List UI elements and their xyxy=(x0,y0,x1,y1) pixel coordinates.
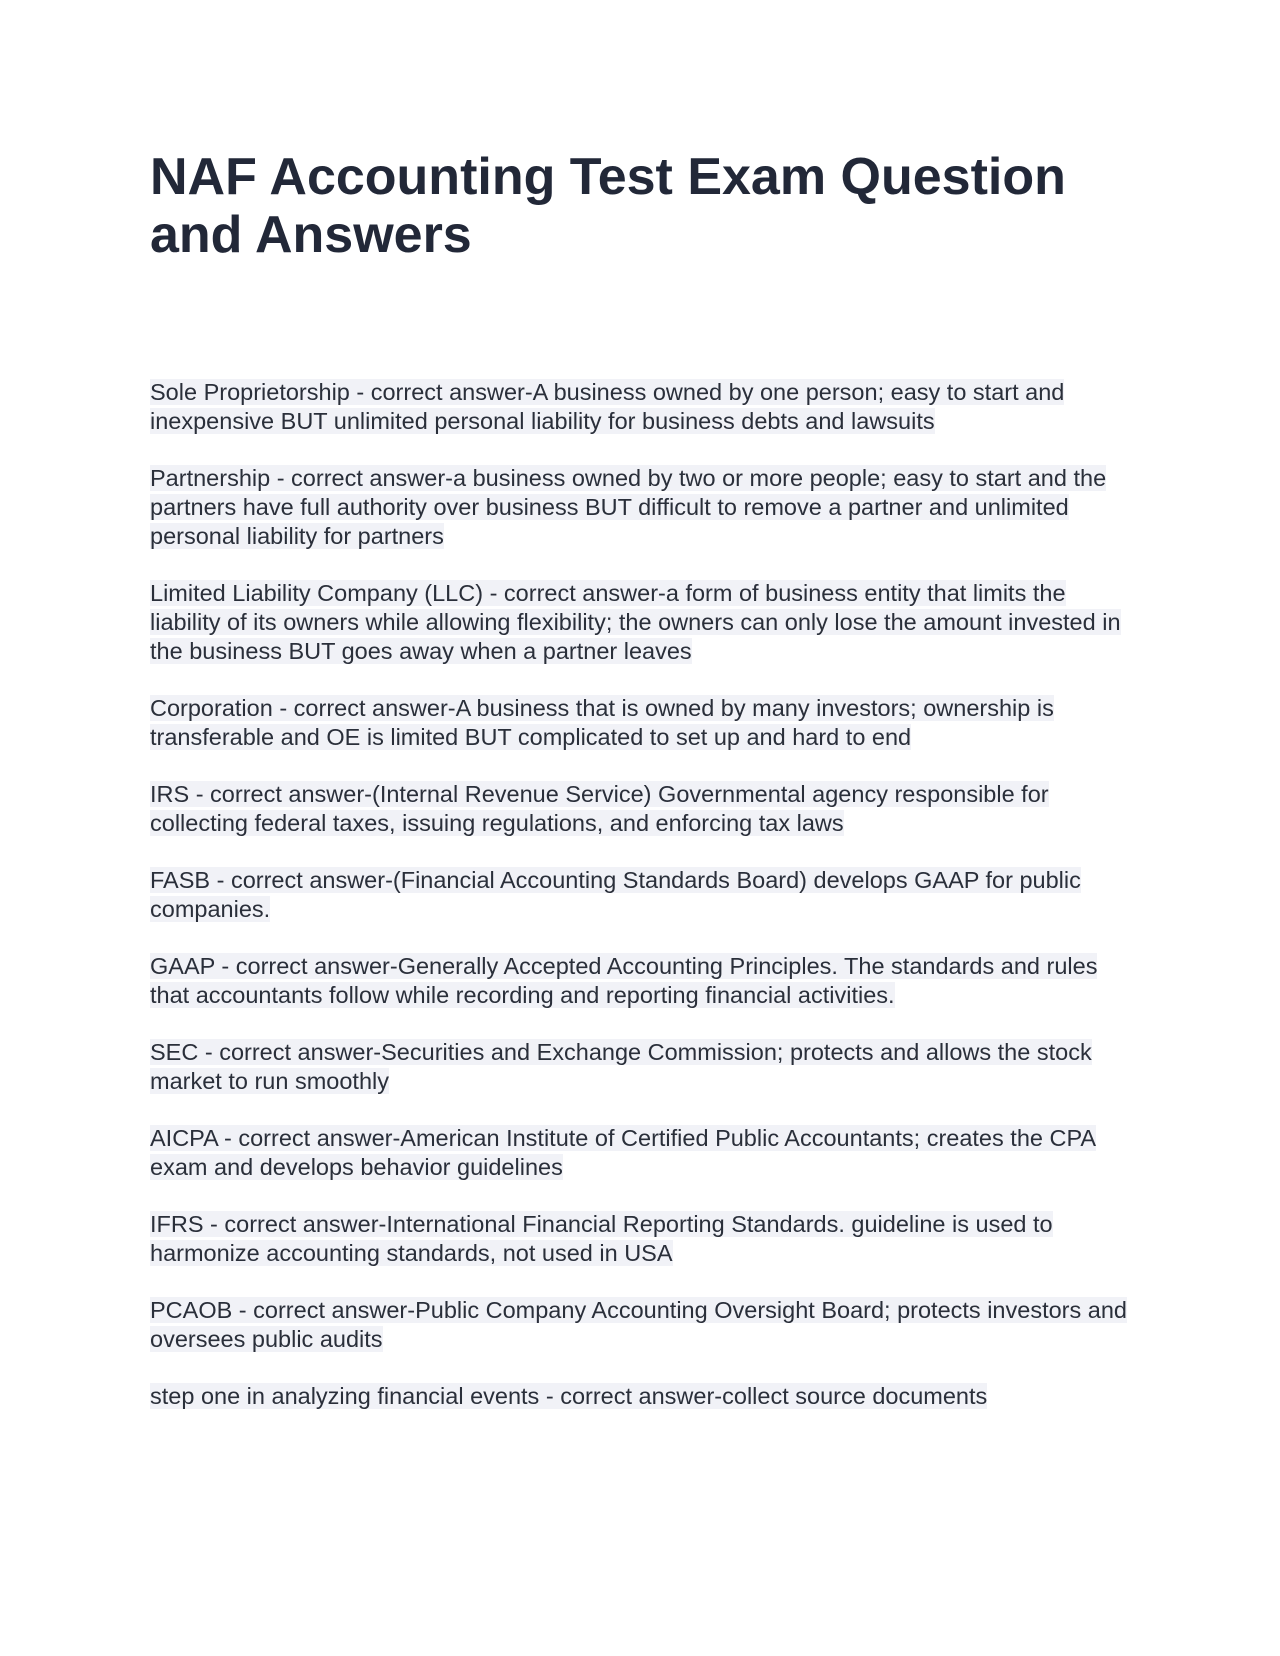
qa-entry xyxy=(150,780,1140,838)
qa-entry xyxy=(150,866,1140,924)
document-page xyxy=(150,148,1140,1409)
qa-entry xyxy=(150,1296,1140,1354)
qa-entry-text: Sole Proprietorship - correct answer-A business owned by one person; easy to start and inexpensive BUT unlimited personal liability for business debts and lawsuits xyxy=(150,379,1065,434)
qa-entry-text: step one in analyzing financial events - correct answer-collect source documents xyxy=(150,1383,988,1409)
qa-entry xyxy=(150,464,1140,551)
page-title: NAF Accounting Test Exam Question and Answers xyxy=(150,148,1066,264)
qa-entry xyxy=(150,378,1140,436)
qa-entry-text: FASB - correct answer-(Financial Accounting Standards Board) develops GAAP for public companies. xyxy=(150,867,1081,922)
qa-entry-text: SEC - correct answer-Securities and Exchange Commission; protects and allows the stock market to run smoothly xyxy=(150,1039,1092,1094)
qa-entry-text: Partnership - correct answer-a business owned by two or more people; easy to start and the partners have full authority over business BUT difficult to remove a partner and unlimited personal liability for partners xyxy=(150,465,1107,549)
qa-entry xyxy=(150,1382,1140,1411)
qa-entry-text: PCAOB - correct answer-Public Company Accounting Oversight Board; protects investors and oversees public audits xyxy=(150,1297,1127,1352)
qa-entry xyxy=(150,694,1140,752)
qa-entry xyxy=(150,1124,1140,1182)
qa-entry-text: AICPA - correct answer-American Institute of Certified Public Accountants; creates the CPA exam and develops behavior guidelines xyxy=(150,1125,1097,1180)
qa-entry xyxy=(150,579,1140,666)
qa-entry-text: GAAP - correct answer-Generally Accepted Accounting Principles. The standards and rules that accountants follow while recording and reporting financial activities. xyxy=(150,953,1098,1008)
qa-entry xyxy=(150,952,1140,1010)
qa-list xyxy=(150,378,1140,1439)
qa-entry xyxy=(150,1210,1140,1268)
qa-entry xyxy=(150,1038,1140,1096)
qa-entry-text: IFRS - correct answer-International Financial Reporting Standards. guideline is used to harmonize accounting standards, not used in USA xyxy=(150,1211,1053,1266)
qa-entry-text: IRS - correct answer-(Internal Revenue Service) Governmental agency responsible for collecting federal taxes, issuing regulations, and enforcing tax laws xyxy=(150,781,1049,836)
qa-entry-text: Corporation - correct answer-A business that is owned by many investors; ownership is transferable and OE is limited BUT complicated to set up and hard to end xyxy=(150,695,1054,750)
qa-entry-text: Limited Liability Company (LLC) - correct answer-a form of business entity that limits the liability of its owners while allowing flexibility; the owners can only lose the amount invested in the business BUT goes away when a partner leaves xyxy=(150,580,1121,664)
